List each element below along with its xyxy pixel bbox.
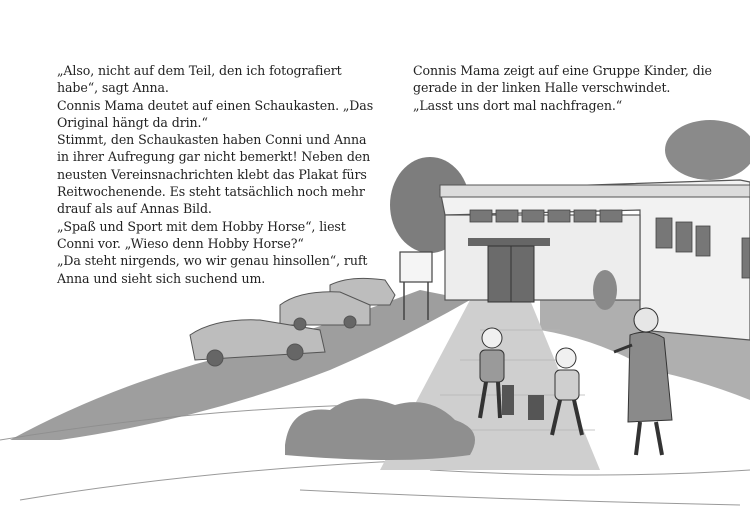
- tree-right: [665, 120, 750, 180]
- shrub: [593, 270, 617, 310]
- paragraph: Stimmt, den Schaukasten haben Conni und Anna in ihrer Aufregung gar nicht bemerkt! Neben den neusten Vereinsnachrichten klebt das Plakat fürs Reitwochenende. Es steht tatsächlich noch mehr drauf als auf Annas Bild.: [57, 132, 371, 217]
- text-column-left: [57, 62, 379, 287]
- paragraph: Connis Mama zeigt auf eine Gruppe Kinder, die gerade in der linken Halle verschwindet. „Lasst uns dort mal nachfragen.“: [413, 63, 712, 113]
- paragraph: Connis Mama deutet auf einen Schaukasten. „Das Original hängt da drin.“: [57, 97, 374, 130]
- text-column-right: [413, 62, 713, 114]
- paragraph: „Also, nicht auf dem Teil, den ich fotografiert habe“, sagt Anna.: [57, 63, 342, 96]
- paragraph: „Da steht nirgends, wo wir genau hinsollen“, ruft Anna und sieht sich suchend um.: [57, 253, 368, 286]
- paragraph: „Spaß und Sport mit dem Hobby Horse“, liest Conni vor. „Wieso denn Hobby Horse?“: [57, 218, 346, 251]
